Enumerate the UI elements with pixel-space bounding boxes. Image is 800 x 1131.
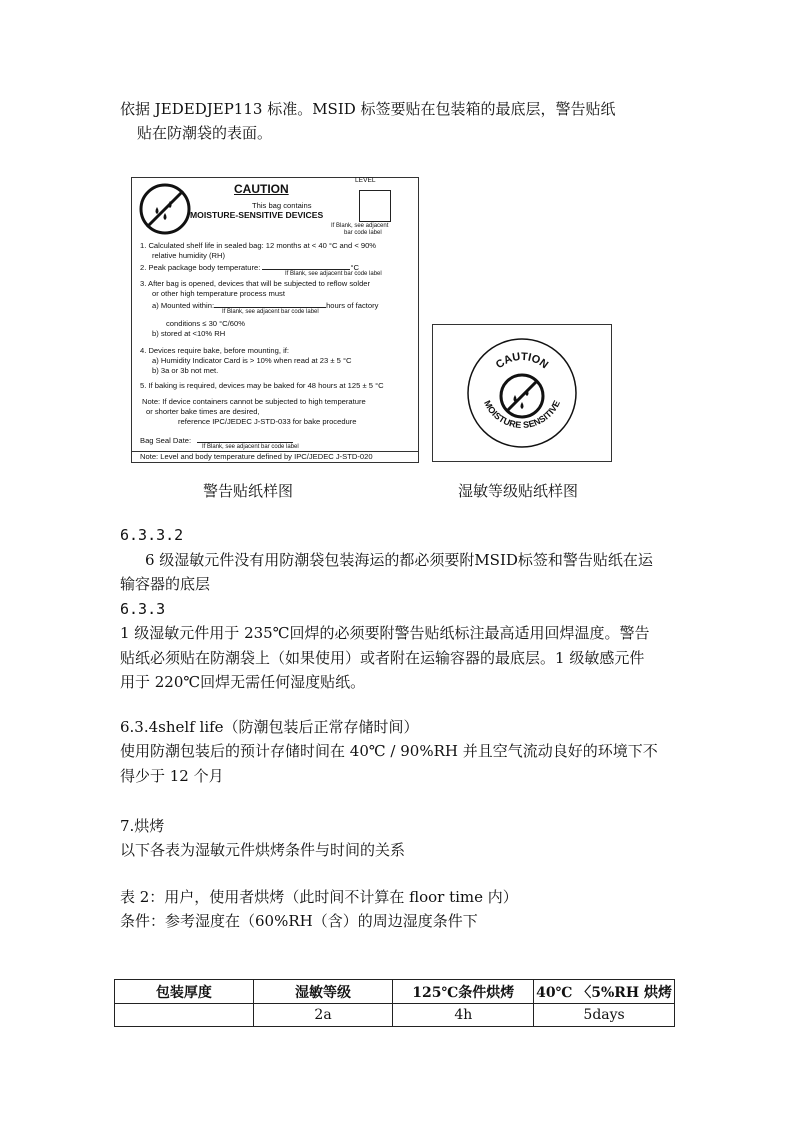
label-item-1a: 1. Calculated shelf life in sealed bag: 12 months at < 40 °C and < 90%: [140, 241, 377, 250]
label-item-2-unit: °C: [350, 263, 359, 272]
header-125c-bake: 125℃条件烘烤: [393, 980, 534, 1004]
section-6334-heading: 6.3.4shelf life（防潮包装后正常存储时间）: [120, 718, 419, 736]
label-note-1: Note: If device containers cannot be subjected to high temperature: [142, 397, 366, 406]
level-blank-note-2: bar code label: [344, 230, 382, 236]
label-item-4b: a) Humidity Indicator Card is > 10% when read at 23 ± 5 °C: [152, 356, 352, 365]
intro-line-1: 依据 JEDEDJEP113 标准。MSID 标签要贴在包装箱的最底层，警告贴纸: [120, 100, 616, 118]
label-item-3-note: If Blank, see adjacent bar code label: [222, 309, 319, 315]
caption-warning-label: 警告贴纸样图: [203, 482, 294, 500]
label-item-1b: relative humidity (RH): [152, 251, 226, 260]
table-condition: 条件：参考湿度在（60%RH（含）的周边湿度条件下: [120, 912, 478, 930]
section-6332-line-1: 6 级湿敏元件没有用防潮袋包装海运的都必须要附MSID标签和警告贴纸在运: [145, 551, 653, 569]
label-bag-contains: This bag contains: [252, 201, 312, 210]
temp-blank: [262, 261, 350, 270]
section-633-line-2: 贴纸必须贴在防潮袋上（如果使用）或者附在运输容器的最底层。1 级敏感元件: [120, 649, 645, 667]
label-item-3c-pre: a) Mounted within:: [152, 301, 215, 310]
label-level: LEVEL: [355, 177, 376, 184]
label-item-3e: b) stored at <10% RH: [152, 329, 226, 338]
svg-text:CAUTION: [494, 351, 551, 371]
section-6332-heading: 6.3.3.2: [120, 526, 184, 544]
cell-package-thickness: [115, 1004, 254, 1027]
section-7-line-1: 以下各表为湿敏元件烘烤条件与时间的关系: [120, 841, 406, 859]
label-item-3d: conditions ≤ 30 °C/60%: [166, 319, 245, 328]
label-item-3c-post: hours of factory: [326, 301, 379, 310]
section-633-line-1: 1 级湿敏元件用于 235℃回焊的必须要附警告贴纸标注最高适用回焊温度。警告: [120, 624, 650, 642]
level-blank-note-1: If Blank, see adjacent: [331, 223, 389, 229]
section-633-heading: 6.3.3: [120, 600, 166, 618]
header-40c-bake: 40℃ 〈5%RH 烘烤: [534, 980, 675, 1004]
label-item-2-note: If Blank, see adjacent bar code label: [285, 271, 382, 277]
section-633-line-3: 用于 220℃回焊无需任何湿度贴纸。: [120, 673, 366, 691]
seal-date-blank: [197, 434, 293, 443]
section-6334-line-1: 使用防潮包装后的预计存储时间在 40℃ / 90%RH 并且空气流动良好的环境下不: [120, 742, 658, 760]
label-item-5: 5. If baking is required, devices may be baked for 48 hours at 125 ± 5 °C: [140, 381, 384, 390]
cell-40c-bake: 5days: [534, 1004, 675, 1027]
section-6332-line-2: 输容器的底层: [120, 575, 211, 593]
label-seal-date-text: Bag Seal Date:: [140, 436, 192, 445]
table-header-row: [115, 980, 675, 1004]
label-devices: MOISTURE-SENSITIVE DEVICES: [190, 210, 324, 220]
intro-line-2: 贴在防潮袋的表面。: [137, 124, 273, 142]
label-item-4c: b) 3a or 3b not met.: [152, 366, 219, 375]
no-moisture-icon: [137, 181, 193, 237]
label-item-2-text: 2. Peak package body temperature:: [140, 263, 261, 272]
label-note-3: reference IPC/JEDEC J-STD-033 for bake procedure: [178, 417, 357, 426]
level-box: [359, 190, 391, 222]
bake-table: [114, 979, 675, 1027]
label-footer: Note: Level and body temperature defined by IPC/JEDEC J-STD-020: [140, 452, 373, 461]
cell-msl-level: 2a: [253, 1004, 393, 1027]
cell-125c-bake: 4h: [393, 1004, 534, 1027]
header-package-thickness: 包装厚度: [115, 980, 254, 1004]
hours-blank: [214, 299, 326, 308]
header-msl-level: 湿敏等级: [253, 980, 393, 1004]
symbol-top-text: CAUTION: [493, 350, 551, 372]
label-seal-note: If Blank, see adjacent bar code label: [202, 444, 299, 450]
label-title: CAUTION: [234, 182, 289, 196]
label-item-4a: 4. Devices require bake, before mounting, if:: [140, 346, 290, 355]
moisture-sensitive-icon: [433, 325, 611, 461]
table-title: 表 2：用户，使用者烘烤（此时间不计算在 floor time 内）: [120, 888, 518, 906]
caution-label-image: [131, 177, 419, 463]
label-note-2: or shorter bake times are desired,: [146, 407, 260, 416]
symbol-bottom-text: MOISTURE SENSITIVE: [482, 398, 562, 431]
section-7-heading: 7.烘烤: [120, 817, 165, 835]
label-item-3a: 3. After bag is opened, devices that will be subjected to reflow solder: [140, 279, 371, 288]
moisture-sensitive-symbol-image: [432, 324, 612, 462]
caption-level-label: 湿敏等级贴纸样图: [458, 482, 579, 500]
label-item-3b: or other high temperature process must: [152, 289, 285, 298]
table-row: [115, 1004, 675, 1027]
section-6334-line-2: 得少于 12 个月: [120, 767, 224, 785]
